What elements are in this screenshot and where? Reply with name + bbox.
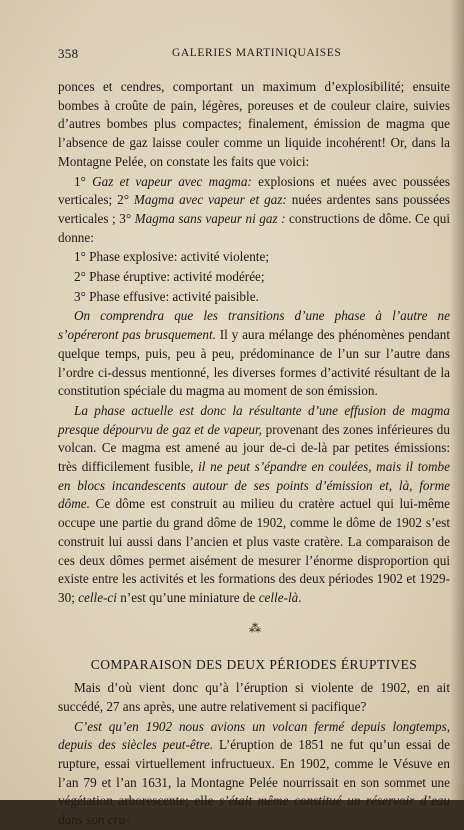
paragraph-2-text-2: nuées ardentes sans poussées verticales ; 3° — [58, 192, 450, 226]
running-title: GALERIES MARTINIQUAISES — [172, 47, 342, 59]
paragraph-2-text-1: explosions et nuées avec poussées verticales; 2° — [58, 173, 451, 208]
paragraph-1-text: ponces et cendres, comportant un maximum d’explosibilité; ensuite bombes à croûte de pain, légères, poreuses et de couleur claire, suivies d’autres bombes plus compactes; finalement, émission de magma que l’absence de gaz laisse couler comme un liquide incohérent! Or, dans la Montagne Pelée, on constate les faits que voici: — [58, 79, 450, 169]
paragraph-3 — [58, 307, 450, 401]
paragraph-6-text-1: L’éruption de 1851 ne fut qu’un essai de rupture, essai virtuellement infructueux. En 1902, comme le Vésuve en l’an 79 et l’an 1631, la Montagne Pelée nourrissait en son sommet une végétation arborescente; elle — [58, 737, 450, 809]
paragraph-3-italic-1: On comprendra que les transitions d’une phase à l’autre ne s’opéreront pas brusquement. — [58, 308, 450, 343]
paragraph-6-italic-2: s’était même constitué un réservoir d’eau dans son cra- — [58, 793, 450, 828]
phase-item-3: 3° Phase effusive: activité paisible. — [74, 288, 259, 304]
paragraph-4-text-1: provenant des zones inférieures du volcan. Ce magma est amené au jour de-ci de-là par petites émissions: très difficilement fusible, — [58, 421, 450, 475]
asterism-ornament: ⁂ — [249, 620, 259, 635]
paragraph-5 — [58, 679, 450, 716]
paragraph-2 — [58, 173, 450, 248]
paragraph-4-italic-3: celle-ci — [78, 589, 117, 605]
page-number: 358 — [58, 46, 79, 61]
page-spine-shadow — [450, 0, 464, 800]
paragraph-4 — [58, 402, 450, 608]
paragraph-4-italic-4: celle-là — [258, 589, 299, 605]
paragraph-2-italic-2: Magma avec vapeur et gaz: — [133, 192, 287, 208]
paragraph-5-text: Mais d’où vient donc qu’à l’éruption si violente de 1902, en ait succédé, 27 ans après, une autre relativement si pacifique? — [58, 680, 450, 714]
body-text — [58, 78, 450, 830]
phase-item-2: 2° Phase éruptive: activité modérée; — [74, 269, 265, 285]
paragraph-2-number: 1° — [74, 173, 93, 189]
paragraph-4-text-3: n’est qu’une miniature de — [116, 589, 259, 605]
paragraph-4-italic-2: il ne peut s’épandre en coulées, mais il tombe en blocs incandescents autour de ses points d’émission et, là, forme dôme. — [58, 459, 450, 512]
paragraph-4-italic-1: La phase actuelle est donc la résultante d’une effusion de magma presque dépourvu de gaz et de vapeur, — [58, 402, 450, 437]
paragraph-3-text-1: Il y aura mélange des phénomènes pendant quelque temps, puis, peu à peu, prédominance de l’un sur l’autre dans l’ordre ci-dessus mentionné, les diverses formes d’activité résultant de la constitution spéciale du magma au moment de son émission. — [58, 327, 450, 399]
paragraph-6 — [58, 718, 450, 830]
paragraph-2-italic-3: Magma sans vapeur ni gaz : — [134, 210, 286, 226]
phase-item-1: 1° Phase explosive: activité violente; — [74, 249, 269, 265]
paragraph-4-text-2: Ce dôme est construit au milieu du cratère actuel qui lui-même occupe une partie du grand dôme de 1902, comme le dôme de 1902 s’est construit lui aussi dans l’ancien et plus vaste cratère. La comparaison de ces deux dômes permet aisément de mesurer l’énorme disproportion qui existe entre les activités et les formations des deux périodes 1902 et 1929-30; — [58, 496, 450, 605]
paragraph-4-text-4: . — [298, 589, 302, 605]
paragraph-2-text-3: constructions de dôme. Ce qui donne: — [58, 210, 450, 245]
running-head — [58, 46, 450, 62]
paragraph-1 — [58, 78, 450, 172]
paragraph-6-italic-1: C’est qu’en 1902 nous avions un volcan fermé depuis longtemps, depuis des siècles peut-être. — [58, 718, 450, 753]
section-heading: COMPARAISON DES DEUX PÉRIODES ÉRUPTIVES — [90, 657, 418, 673]
paragraph-2-italic-1: Gaz et vapeur avec magma: — [92, 173, 252, 189]
